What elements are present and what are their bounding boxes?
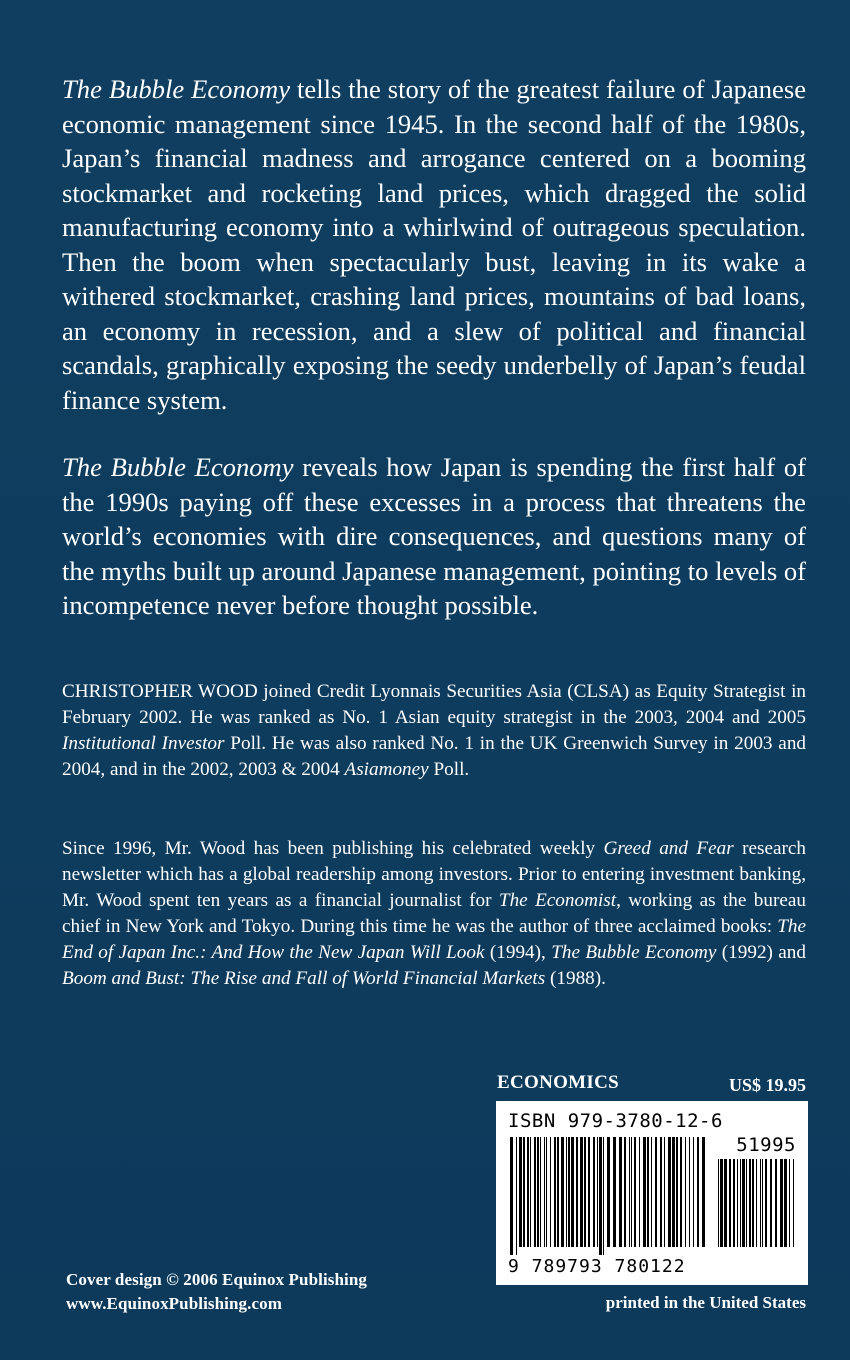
barcode-bar	[588, 1137, 590, 1247]
barcode-bar	[584, 1137, 586, 1247]
barcode-bar	[680, 1137, 682, 1247]
bio-text: (1988).	[545, 968, 606, 989]
book-title: The End of Japan Inc.: And How the New Japan Will Look	[62, 916, 806, 963]
barcode-bar	[664, 1137, 665, 1247]
barcode-bar	[729, 1159, 731, 1247]
barcode-bar	[619, 1137, 622, 1247]
printed-location: printed in the United States	[605, 1293, 806, 1312]
barcode-bar	[780, 1159, 783, 1247]
barcode-bar	[599, 1137, 602, 1255]
publication-name: The Economist	[498, 890, 617, 911]
author-bio-paragraph-2	[62, 836, 806, 992]
blurb-text: tells the story of the greatest failure of Japanese economic management since 1945. In the second half of the 1980s, Japan’s financial madness and arrogance centered on a booming stockmarket and rocketing land prices, which dragged the solid manufacturing economy into a whirlwind of outrageous speculation. Then the boom when spectacularly bust, leaving in its wake a withered stockmarket, crashing land prices, mountains of bad loans, an economy in recession, and a slew of political and financial scandals, graphically exposing the seedy underbelly of Japan’s feudal finance system.	[62, 74, 807, 415]
barcode-bar	[534, 1137, 536, 1247]
barcode-bar	[519, 1137, 522, 1247]
barcode-bar	[689, 1137, 690, 1247]
barcode-bar	[685, 1137, 686, 1247]
barcode-bar	[672, 1137, 675, 1247]
cover-credit	[66, 1268, 367, 1316]
barcode-bar	[789, 1159, 790, 1247]
barcode-bar	[530, 1137, 531, 1247]
barcode-bar	[561, 1137, 564, 1247]
isbn-barcode	[496, 1101, 808, 1285]
barcode-bar	[718, 1159, 719, 1247]
barcode-bar	[660, 1137, 662, 1247]
barcode-bar	[546, 1137, 547, 1247]
barcode-bar	[624, 1137, 626, 1247]
barcode-bar	[737, 1159, 738, 1247]
barcode-bar	[643, 1137, 646, 1247]
barcode-bar	[550, 1137, 551, 1247]
barcode-bar	[784, 1159, 787, 1247]
category-label: ECONOMICS	[497, 1072, 619, 1093]
barcode-bar	[639, 1137, 640, 1247]
barcode-bar	[647, 1137, 649, 1247]
ean-number: 9 789793 780122	[508, 1256, 686, 1277]
barcode-bar	[740, 1159, 741, 1247]
barcode-bar	[544, 1137, 545, 1247]
barcode-bar	[607, 1137, 610, 1247]
barcode-bar	[756, 1159, 757, 1247]
barcode-bar	[568, 1137, 570, 1247]
blurb-paragraph-2	[62, 450, 806, 623]
blurb-paragraph-1	[62, 72, 806, 417]
barcode-bar	[752, 1159, 754, 1247]
bio-text: , working as the bureau chief in New York and Tokyo. During this time he was the author of three acclaimed books:	[62, 890, 806, 937]
barcode-bar	[576, 1137, 578, 1247]
barcode-bar	[697, 1137, 699, 1247]
barcode-bar	[651, 1137, 652, 1247]
barcode-bar	[613, 1137, 616, 1247]
barcode-bars	[510, 1137, 708, 1255]
barcode-bar	[742, 1159, 745, 1247]
barcode-bar	[746, 1159, 747, 1247]
barcode-bar	[571, 1137, 574, 1247]
author-bio-paragraph-1	[62, 679, 806, 783]
barcode-bar	[760, 1159, 761, 1247]
barcode-bar	[566, 1137, 567, 1247]
publication-name: Institutional Investor	[62, 733, 225, 754]
book-title: The Bubble Economy	[62, 74, 291, 104]
price-code: 51995	[736, 1134, 796, 1156]
barcode-bar	[527, 1137, 529, 1247]
barcode-bar	[593, 1137, 595, 1247]
barcode-bar	[603, 1137, 604, 1255]
barcode-bar	[554, 1137, 556, 1247]
price-label: US$ 19.95	[728, 1075, 806, 1095]
barcode-bar	[631, 1137, 632, 1247]
barcode-bar	[733, 1159, 735, 1247]
barcode-bar	[762, 1159, 763, 1247]
book-title: The Bubble Economy	[551, 942, 717, 963]
bio-text: Poll. He was also ranked No. 1 in the UK Greenwich Survey in 2003 and 2004, and in the 2002, 2003 & 2004	[62, 733, 807, 780]
barcode-bar	[676, 1137, 678, 1247]
barcode-bar	[523, 1137, 525, 1247]
barcode-bar	[724, 1159, 727, 1247]
bio-text: research newsletter which has a global readership among investors. Prior to entering investment banking, Mr. Wood spent ten years as a financial journalist for	[62, 838, 807, 911]
cover-design-credit: Cover design © 2006 Equinox Publishing	[66, 1270, 368, 1289]
blurb-text: reveals how Japan is spending the first half of the 1990s paying off these excesses in a process that threatens the world’s economies with dire consequences, and questions many of the myths built up around Japanese management, pointing to levels of incompetence never before thought possible.	[62, 452, 806, 620]
barcode-bar	[749, 1159, 751, 1247]
publication-name: Greed and Fear	[603, 838, 734, 859]
bio-text: CHRISTOPHER WOOD joined Credit Lyonnais Securities Asia (CLSA) as Equity Strategist in February 2002. He was ranked as No. 1 Asian equity strategist in the 2003, 2004 and 2005	[62, 681, 806, 728]
barcode-bar	[775, 1159, 777, 1247]
barcode-bar	[580, 1137, 583, 1247]
barcode-bar	[516, 1137, 517, 1255]
bio-text: (1994),	[484, 942, 552, 963]
barcode-bar	[793, 1159, 794, 1247]
barcode-bar	[770, 1159, 772, 1247]
barcode-bar	[765, 1159, 767, 1247]
barcode-bar	[540, 1137, 541, 1247]
bio-text: Poll.	[428, 759, 470, 780]
barcode-bar	[655, 1137, 657, 1247]
barcode-bar	[629, 1137, 630, 1247]
barcode-bar	[634, 1137, 636, 1247]
barcode-bar	[720, 1159, 723, 1247]
barcode-bar	[597, 1137, 598, 1247]
barcode-bar	[702, 1137, 705, 1247]
barcode-bar	[537, 1137, 539, 1247]
barcode-addon-bars	[718, 1159, 798, 1255]
publication-name: Asiamoney	[344, 759, 429, 780]
barcode-bar	[510, 1137, 513, 1255]
book-title: Boom and Bust: The Rise and Fall of World Financial Markets	[62, 968, 546, 989]
bio-text: Since 1996, Mr. Wood has been publishing his celebrated weekly	[62, 838, 604, 859]
book-title: The Bubble Economy	[62, 452, 294, 482]
isbn-number: ISBN 979-3780-12-6	[508, 1110, 723, 1132]
bio-text: (1992) and	[716, 942, 806, 963]
barcode-bar	[557, 1137, 559, 1247]
publisher-website: www.EquinoxPublishing.com	[66, 1294, 283, 1313]
barcode-bar	[668, 1137, 671, 1247]
barcode-bar	[693, 1137, 694, 1247]
